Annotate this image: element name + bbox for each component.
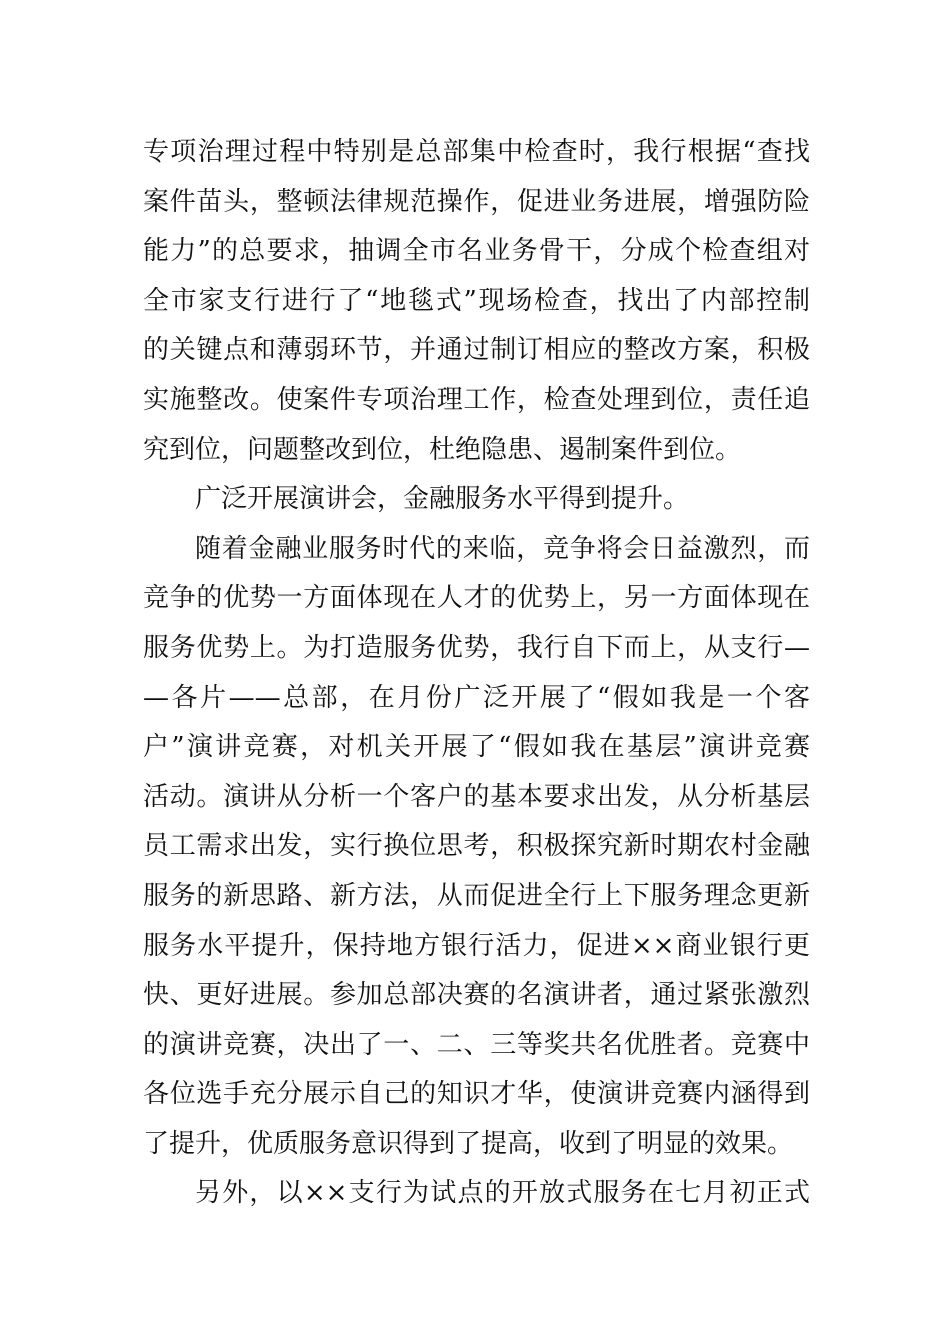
document-body <box>143 128 810 1219</box>
text-line: 的演讲竞赛，决出了一、二、三等奖共名优胜者。竞赛中 <box>143 1029 810 1060</box>
paragraph-speech-contest-heading <box>143 475 810 525</box>
text-line: 各位选手充分展示自己的知识才华，使演讲竞赛内涵得到 <box>143 1079 810 1110</box>
text-line: 另外，以××支行为试点的开放式服务在七月初正式 <box>195 1178 810 1209</box>
text-line: 了提升，优质服务意识得到了提高，收到了明显的效果。 <box>143 1128 794 1159</box>
paragraph-service-competition <box>143 525 810 1170</box>
text-line: 服务的新思路、新方法，从而促进全行上下服务理念更新 <box>143 880 810 911</box>
text-line: 究到位，问题整改到位，杜绝隐患、遏制案件到位。 <box>143 434 742 465</box>
text-line: 全市家支行进行了“地毯式”现场检查，找出了内部控制 <box>143 285 810 316</box>
paragraph-case-governance <box>143 128 810 475</box>
text-line: 服务优势上。为打造服务优势，我行自下而上，从支行— <box>143 632 810 663</box>
text-line: 能力”的总要求，抽调全市名业务骨干，分成个检查组对 <box>143 236 810 267</box>
text-line: 的关键点和薄弱环节，并通过制订相应的整改方案，积极 <box>143 335 810 366</box>
text-line: 员工需求出发，实行换位思考，积极探究新时期农村金融 <box>143 831 810 862</box>
text-line: 广泛开展演讲会，金融服务水平得到提升。 <box>195 484 690 515</box>
text-line: 服务水平提升，保持地方银行活力，促进××商业银行更 <box>143 930 810 961</box>
text-line: 随着金融业服务时代的来临，竞争将会日益激烈，而 <box>195 533 810 564</box>
paragraph-open-service-pilot <box>143 1169 810 1219</box>
text-line: 活动。演讲从分析一个客户的基本要求出发，从分析基层 <box>143 781 810 812</box>
text-line: 户”演讲竞赛，对机关开展了“假如我在基层”演讲竞赛 <box>143 732 810 763</box>
text-line: 案件苗头，整顿法律规范操作，促进业务进展，增强防险 <box>143 186 810 217</box>
text-line: 专项治理过程中特别是总部集中检查时，我行根据“查找 <box>143 137 810 167</box>
text-line: 竞争的优势一方面体现在人才的优势上，另一方面体现在 <box>143 583 810 614</box>
text-line: —各片——总部，在月份广泛开展了“假如我是一个客 <box>143 682 810 713</box>
text-line: 快、更好进展。参加总部决赛的名演讲者，通过紧张激烈 <box>143 980 810 1011</box>
text-line: 实施整改。使案件专项治理工作，检查处理到位，责任追 <box>143 384 810 415</box>
